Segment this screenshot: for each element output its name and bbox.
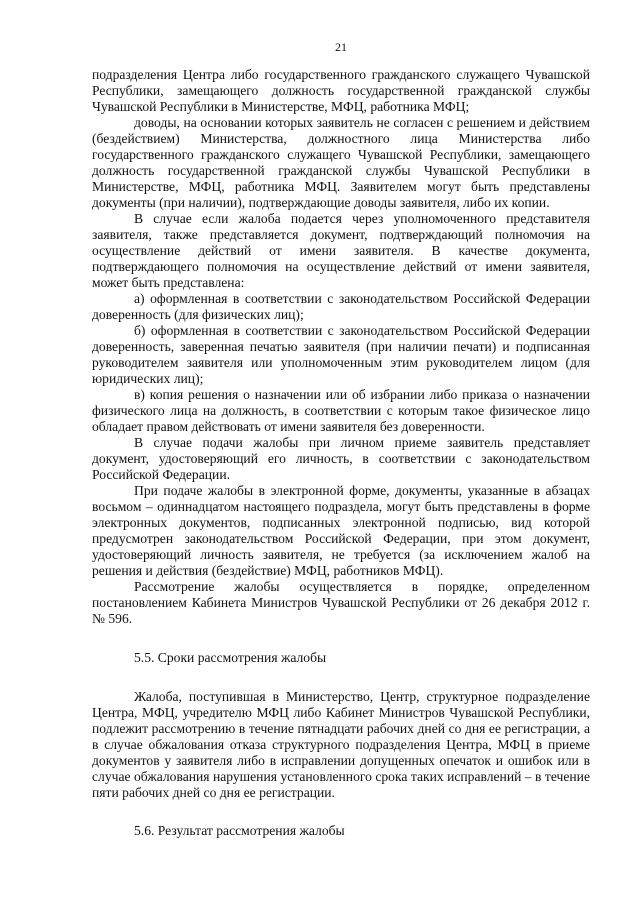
spacer	[92, 627, 590, 650]
paragraph-review-order: Рассмотрение жалобы осуществляется в порядке, определенном постановлением Кабинета Министров Чувашской Республики от 26 декабря 2012 г. № 596.	[92, 579, 590, 626]
paragraph-arguments: доводы, на основании которых заявитель не согласен с решением и действием (бездействием) Министерства, должностного лица Министерства либо государственного гражданского служащего Чувашской Республики, замещающего должность государственной гражданской службы Чувашской Республики в Министерстве, МФЦ, работника МФЦ. Заявителем могут быть представлены документы (при наличии), подтверждающие доводы заявителя, либо их копии.	[92, 115, 590, 210]
paragraph-representative: В случае если жалоба подается через уполномоченного представителя заявителя, также представляется документ, подтверждающий полномочия на осуществление действий от имени заявителя. В качестве документа, подтверждающего полномочия на осуществление действий от имени заявителя, может быть представлена:	[92, 211, 590, 290]
paragraph-review-terms: Жалоба, поступившая в Министерство, Центр, структурное подразделение Центра, МФЦ, учредителю МФЦ либо Кабинет Министров Чувашской Республики, подлежит рассмотрению в течение пятнадцати рабочих дней со дня ее регистрации, а в случае обжалования отказа структурного подразделения Центра, МФЦ в приеме документов у заявителя либо в исправлении допущенных опечаток и ошибок или в случае обжалования нарушения установленного срока таких исправлений – в течение пяти рабочих дней со дня ее регистрации.	[92, 689, 590, 800]
spacer	[92, 801, 590, 823]
page-number: 21	[335, 40, 347, 54]
paragraph-continuation: подразделения Центра либо государственного гражданского служащего Чувашской Республики, замещающего должность государственной гражданской службы Чувашской Республики в Министерстве, МФЦ, работника МФЦ;	[92, 67, 590, 114]
list-item-b: б) оформленная в соответствии с законодательством Российской Федерации доверенность, заверенная печатью заявителя (при наличии печати) и подписанная руководителем заявителя или уполномоченным этим руководителем лицом (для юридических лиц);	[92, 323, 590, 386]
paragraph-electronic-form: При подаче жалобы в электронной форме, документы, указанные в абзацах восьмом – одиннадцатом настоящего подраздела, могут быть представлены в форме электронных документов, подписанных электронной подписью, вид которой предусмотрен законодательством Российской Федерации, при этом документ, удостоверяющий личность заявителя, не требуется (за исключением жалоб на решения и действия (бездействие) МФЦ, работников МФЦ).	[92, 483, 590, 578]
document-body	[92, 67, 590, 839]
list-item-a: а) оформленная в соответствии с законодательством Российской Федерации доверенность (для физических лиц);	[92, 291, 590, 322]
paragraph-personal-reception: В случае подачи жалобы при личном приеме заявитель представляет документ, удостоверяющий его личность, в соответствии с законодательством Российской Федерации.	[92, 435, 590, 482]
spacer	[92, 666, 590, 689]
section-heading-5-6: 5.6. Результат рассмотрения жалобы	[134, 823, 345, 838]
list-item-v: в) копия решения о назначении или об избрании либо приказа о назначении физического лица на должность, в соответствии с которым такое физическое лицо обладает правом действовать от имени заявителя без доверенности.	[92, 387, 590, 434]
section-heading-5-5: 5.5. Сроки рассмотрения жалобы	[134, 650, 327, 665]
